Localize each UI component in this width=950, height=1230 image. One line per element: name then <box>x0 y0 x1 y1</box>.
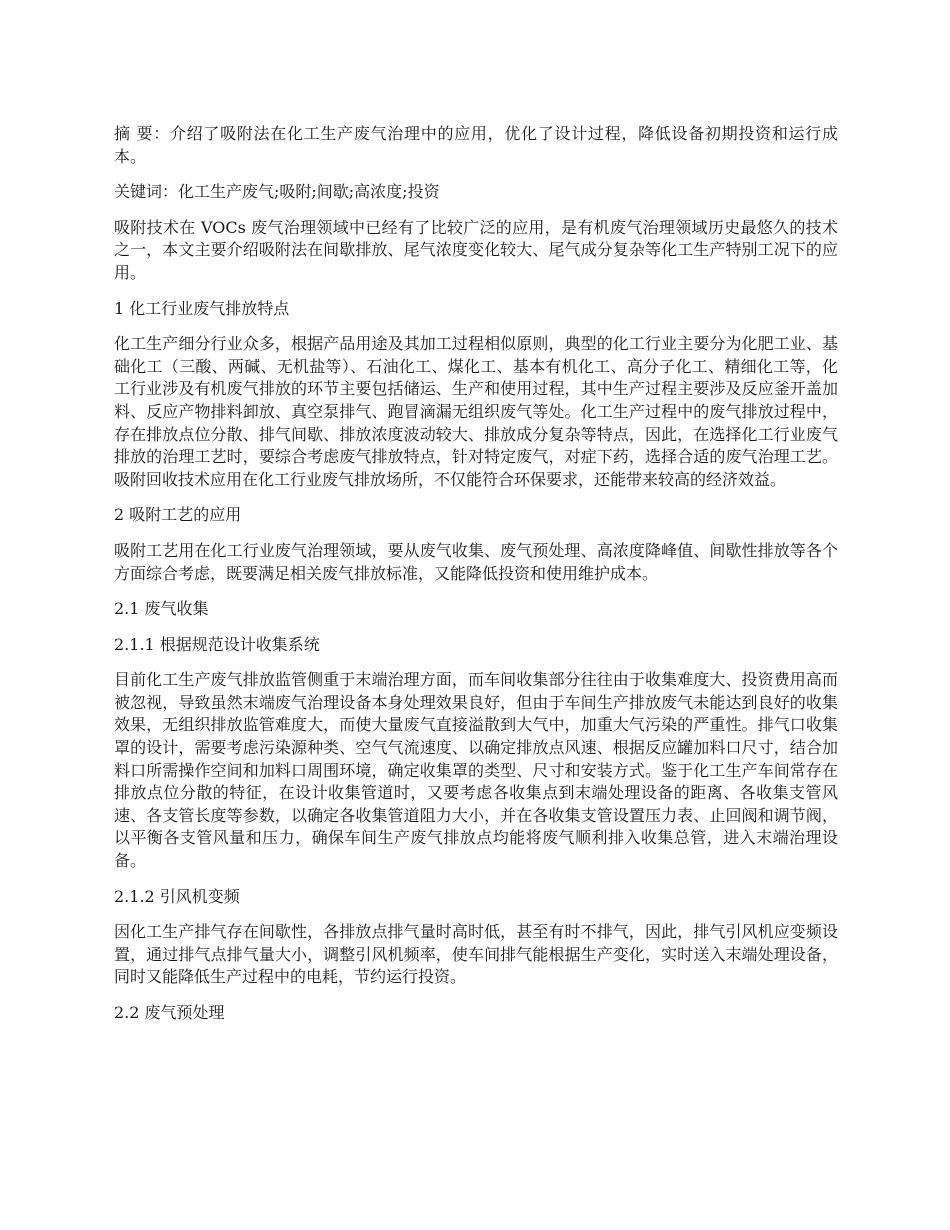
section-heading: 2.2 废气预处理 <box>114 1003 225 1022</box>
section-heading: 1 化工行业废气排放特点 <box>114 298 290 318</box>
section-body: 因化工生产排气存在间歇性，各排放点排气量时高时低，甚至有时不排气，因此，排气引风机应变频设置，通过排气点排气量大小，调整引风机频率，使车间排气能根据生产变化，实时送入末端处理设备，同时又能降低生产过程中的电耗，节约运行投资。 <box>114 922 838 987</box>
section-heading: 2.1.1 根据规范设计收集系统 <box>114 634 320 654</box>
section-heading: 2.1 废气收集 <box>114 599 209 619</box>
section-body: 目前化工生产废气排放监管侧重于末端治理方面，而车间收集部分往往由于收集难度大、投资费用高而被忽视，导致虽然末端废气治理设备本身处理效果良好，但由于车间生产排放废气未能达到良好的收集效果，无组织排放监管难度大，而使大量废气直接溢散到大气中，加重大气污染的严重性。排气口收集罩的设计，需要考虑污染源种类、空气气流速度、以确定排放点风速、根据反应罐加料口尺寸，结合加料口所需操作空间和加料口周围环境，确定收集罩的类型、尺寸和安装方式。鉴于化工生产车间常存在排放点位分散的特征，在设计收集管道时，又要考虑各收集点到末端处理设备的距离、各收集支管风速、各支管长度等参数，以确定各收集管道阻力大小，并在各收集支管设置压力表、止回阀和调节阀，以平衡各支管风量和压力，确保车间生产废气排放点均能将废气顺利排入收集总管，进入末端治理设备。 <box>114 670 838 871</box>
section-body: 吸附工艺用在化工行业废气治理领域，要从废气收集、废气预处理、高浓度降峰值、间歇性排放等各个方面综合考虑，既要满足相关废气排放标准，又能降低投资和使用维护成本。 <box>114 540 838 583</box>
section-body: 化工生产细分行业众多，根据产品用途及其加工过程相似原则，典型的化工行业主要分为化肥工业、基础化工（三酸、两碱、无机盐等）、石油化工、煤化工、基本有机化工、高分子化工、精细化工等，化工行业涉及有机废气排放的环节主要包括储运、生产和使用过程，其中生产过程主要涉及反应釜开盖加料、反应产物排料卸放、真空泵排气、跑冒滴漏无组织废气等处。化工生产过程中的废气排放过程中，存在排放点位分散、排气间歇、排放浓度波动较大、排放成分复杂等特点，因此，在选择化工行业废气排放的治理工艺时，要综合考虑废气排放特点，针对特定废气，对症下药，选择合适的废气治理工艺。吸附回收技术应用在化工行业废气排放场所，不仅能符合环保要求，还能带来较高的经济效益。 <box>114 334 838 489</box>
keywords: 关键词：化工生产废气;吸附;间歇;高浓度;投资 <box>114 182 440 202</box>
intro-paragraph: 吸附技术在 VOCs 废气治理领域中已经有了比较广泛的应用，是有机废气治理领域历史最悠久的技术之一，本文主要介绍吸附法在间歇排放、尾气浓度变化较大、尾气成分复杂等化工生产特别工况下的应用。 <box>114 217 838 282</box>
abstract: 摘 要：介绍了吸附法在化工生产废气治理中的应用，优化了设计过程，降低设备初期投资和运行成本。 <box>114 124 838 166</box>
section-heading: 2.1.2 引风机变频 <box>114 886 240 906</box>
section-heading: 2 吸附工艺的应用 <box>114 505 242 525</box>
